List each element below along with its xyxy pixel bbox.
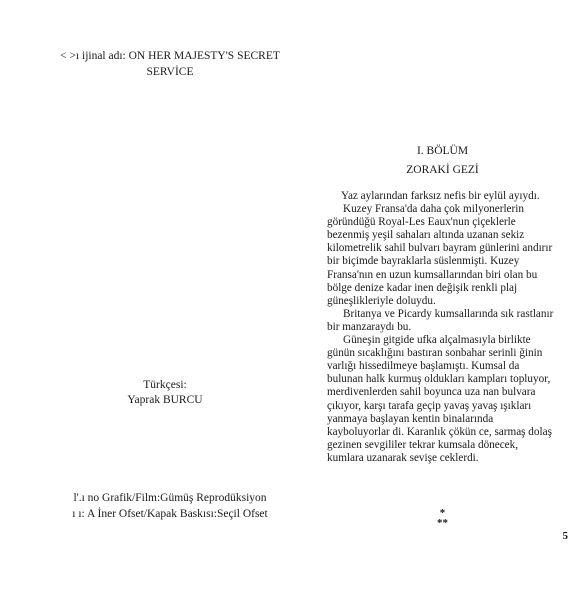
- translator-name: Yaprak BURCU: [127, 394, 203, 406]
- paragraph: Kuzey Fransa'da daha çok milyonerlerin göründüğü Royal-Les Eaux'nun çiçeklerle bezenmiş yeşil sahaları altında uzanan sekiz kilometrelik sahil bulvarı bayram günlerini andırır bir biçimde bayraklarla süslenmişti. Kuzey Fransa'nın en uzun kumsallarından biri olan bu bölge denize kadar inen değişik renkli plaj güneşlikleriyle doluydu.: [327, 203, 553, 307]
- chapter-body: [327, 190, 557, 465]
- page-number: 5: [562, 530, 568, 542]
- print-credits: [40, 490, 300, 522]
- original-title-line-1: < >ı ijinal adı: ON HER MAJESTY'S SECRET: [60, 50, 280, 62]
- chapter-title: ZORAKİ GEZİ: [406, 164, 479, 176]
- paragraph: Britanya ve Picardy kumsallarında sık rastlanır bir manzaraydı bu.: [327, 307, 554, 333]
- ornament-line-2: **: [437, 517, 448, 529]
- section-ornament: [330, 508, 555, 528]
- original-title: [40, 48, 300, 80]
- translator-credit: [80, 378, 250, 408]
- chapter-number: I. BÖLÜM: [416, 145, 469, 157]
- credit-line-1: l'.ı no Grafik/Film:Gümüş Reprodüksiyon: [73, 492, 267, 504]
- credit-line-2: ı ı: A İner Ofset/Kapak Baskısı:Seçil Ofset: [72, 508, 268, 520]
- chapter-heading: [330, 142, 555, 180]
- translator-label: Türkçesi:: [143, 379, 187, 391]
- paragraph: Güneşin gitgide ufka alçalmasıyla birlikte günün sıcaklığını bastıran sonbahar serinli ğinin varlığı hissedilmeye başlamıştı. Kumsal da bulunan halk kurmuş oldukları kampları topluyor, merdivenlerden sahil boyunca uza nan bulvara çıkıyor, karşı tarafa geçip yavaş yavaş ışıkları yanmaya başlayan kentin binalarında kayboluyorlar di. Karanlık çökün ce, sarmaş dolaş gezinen sevgililer tekrar kumsala dönecek, kumlara uzanarak sevişe ceklerdi.: [327, 334, 552, 464]
- original-title-line-2: SERVİCE: [146, 66, 194, 78]
- ornament-line-1: *: [439, 507, 446, 519]
- paragraph: Yaz aylarından farksız nefis bir eylül ayıydı.: [341, 190, 540, 202]
